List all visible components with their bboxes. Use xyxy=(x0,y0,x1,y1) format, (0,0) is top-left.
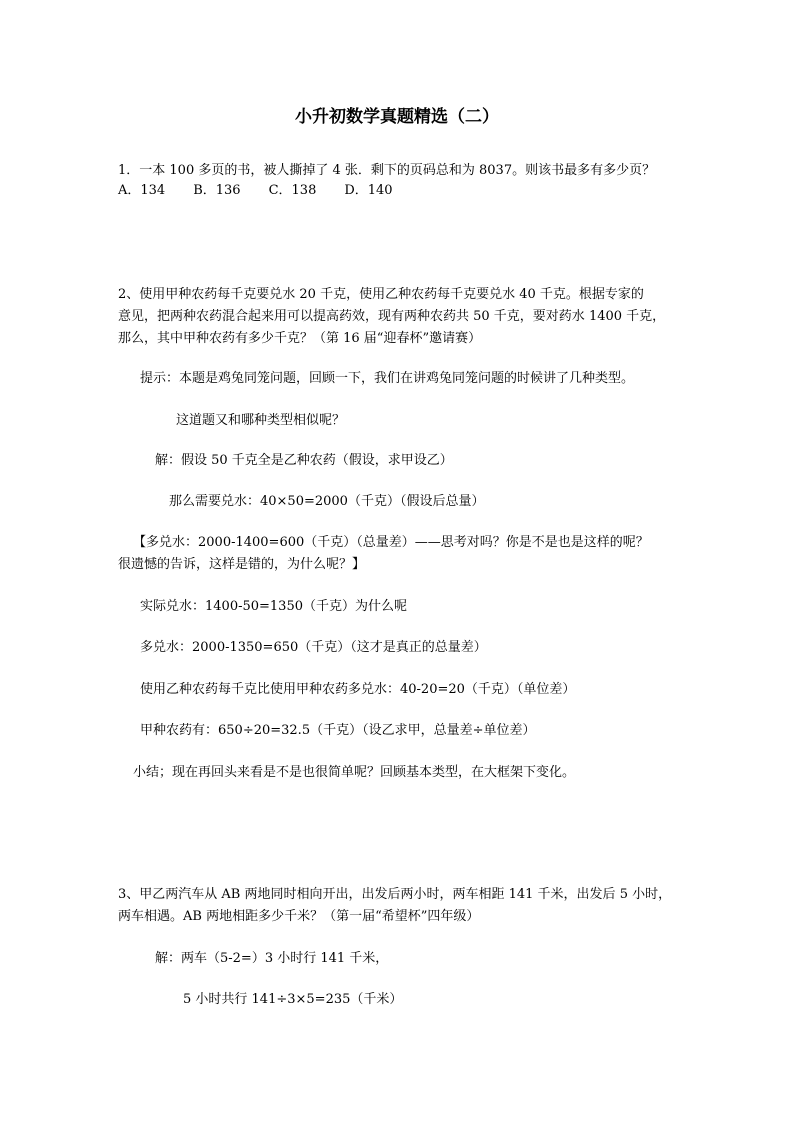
question-3-line-2: 两车相遇。AB 两地相距多少千米？（第一届“希望杯”四年级） xyxy=(118,909,480,924)
question-3-line-1: 3、甲乙两汽车从 AB 两地同时相向开出，出发后两小时，两车相距 141 千米，出发后 5 小时， xyxy=(118,887,672,902)
q3-solution-line-1: 解：两车（5-2=）3 小时行 141 千米， xyxy=(155,951,389,966)
solution-line-3: 实际兑水：1400-50=1350（千克）为什么呢 xyxy=(140,599,407,614)
page-title: 小升初数学真题精选（二） xyxy=(295,107,499,127)
question-2-line-3: 那么，其中甲种农药有多少千克？（第 16 届“迎春杯”邀请赛） xyxy=(118,331,482,346)
solution-line-6: 甲种农药有：650÷20=32.5（千克）（设乙求甲，总量差÷单位差） xyxy=(140,723,536,738)
note-line-2: 很遗憾的告诉，这样是错的，为什么呢？】 xyxy=(118,557,366,572)
option-b: B．136 xyxy=(193,183,241,198)
note-line-1: 【多兑水：2000-1400=600（千克）（总量差）——思考对吗？你是不是也是这样的呢？ xyxy=(133,535,649,550)
question-2-line-2: 意见，把两种农药混合起来用可以提高药效，现有两种农药共 50 千克，要对药水 1400 千克， xyxy=(118,309,666,324)
question-1-text: 1．一本 100 多页的书，被人撕掉了 4 张．剩下的页码总和为 8037。则该书最多有多少页？ xyxy=(118,163,656,178)
solution-line-2: 那么需要兑水：40×50=2000（千克）（假设后总量） xyxy=(169,494,485,509)
q3-solution-line-2: 5 小时共行 141÷3×5=235（千米） xyxy=(183,992,403,1007)
solution-line-1: 解：假设 50 千克全是乙种农药（假设，求甲设乙） xyxy=(155,453,453,468)
question-1-options xyxy=(118,183,421,199)
summary-line: 小结；现在再回头来看是不是也很简单呢？回顾基本类型，在大框架下变化。 xyxy=(133,765,576,780)
question-2-line-1: 2、使用甲种农药每千克要兑水 20 千克，使用乙种农药每千克要兑水 40 千克。根据专家的 xyxy=(118,287,644,302)
hint-line-2: 这道题又和哪种类型相似呢？ xyxy=(176,413,346,428)
option-a: A．134 xyxy=(118,183,166,198)
option-c: C．138 xyxy=(268,183,317,198)
hint-line-1: 提示：本题是鸡兔同笼问题，回顾一下，我们在讲鸡兔同笼问题的时候讲了几种类型。 xyxy=(140,371,635,386)
solution-line-5: 使用乙种农药每千克比使用甲种农药多兑水：40-20=20（千克）（单位差） xyxy=(140,682,576,697)
option-d: D．140 xyxy=(344,183,393,198)
solution-line-4: 多兑水：2000-1350=650（千克）（这才是真正的总量差） xyxy=(140,640,487,655)
